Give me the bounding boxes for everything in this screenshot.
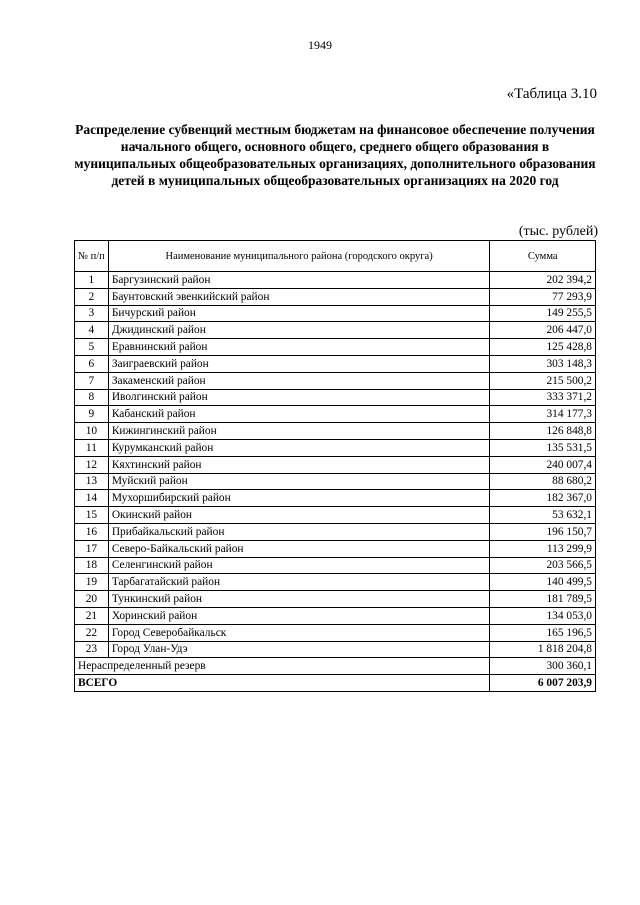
row-sum: 140 499,5 [490, 574, 596, 591]
row-number: 17 [75, 540, 109, 557]
row-sum: 240 007,4 [490, 456, 596, 473]
row-sum: 303 148,3 [490, 355, 596, 372]
row-name: Заиграевский район [108, 355, 490, 372]
header-number: № п/п [75, 241, 109, 272]
row-sum: 165 196,5 [490, 624, 596, 641]
table-row [75, 507, 596, 524]
table-row [75, 288, 596, 305]
units-label: (тыс. рублей) [518, 224, 598, 239]
row-sum: 333 371,2 [490, 389, 596, 406]
table-row [75, 557, 596, 574]
table-row [75, 490, 596, 507]
row-name: Северо-Байкальский район [108, 540, 490, 557]
row-sum: 149 255,5 [490, 305, 596, 322]
subvention-table [74, 240, 596, 692]
row-name: Хоринский район [108, 607, 490, 624]
row-number: 13 [75, 473, 109, 490]
row-number: 3 [75, 305, 109, 322]
row-name: Город Северобайкальск [108, 624, 490, 641]
table-row [75, 305, 596, 322]
document-title: Распределение субвенций местным бюджетам на финансовое обеспечение получения начального общего, основного общего, среднего общего образования в муниципальных общеобразовательных организациях, дополнительного образования детей в муниципальных общеобразовательных организациях на 2020 год [74, 122, 596, 188]
table-row [75, 372, 596, 389]
table-row [75, 641, 596, 658]
table-caption: «Таблица 3.10 [506, 86, 597, 102]
header-name: Наименование муниципального района (городского округа) [108, 241, 490, 272]
row-name: Джидинский район [108, 322, 490, 339]
table-row [75, 389, 596, 406]
row-number: 4 [75, 322, 109, 339]
row-sum: 126 848,8 [490, 423, 596, 440]
table-row [75, 456, 596, 473]
row-number: 8 [75, 389, 109, 406]
total-sum: 6 007 203,9 [490, 675, 596, 692]
table-row [75, 540, 596, 557]
row-name: Баргузинский район [108, 272, 490, 289]
reserve-label: Нераспределенный резерв [75, 658, 490, 675]
row-sum: 206 447,0 [490, 322, 596, 339]
table-body [75, 272, 596, 692]
row-name: Кижингинский район [108, 423, 490, 440]
table-row [75, 272, 596, 289]
row-name: Тарбагатайский район [108, 574, 490, 591]
page-number: 1949 [308, 38, 332, 52]
row-sum: 88 680,2 [490, 473, 596, 490]
row-name: Город Улан-Удэ [108, 641, 490, 658]
row-name: Закаменский район [108, 372, 490, 389]
row-name: Кабанский район [108, 406, 490, 423]
row-name: Окинский район [108, 507, 490, 524]
row-name: Баунтовский эвенкийский район [108, 288, 490, 305]
row-name: Мухоршибирский район [108, 490, 490, 507]
row-name: Курумканский район [108, 439, 490, 456]
row-name: Прибайкальский район [108, 523, 490, 540]
row-name: Бичурский район [108, 305, 490, 322]
row-sum: 1 818 204,8 [490, 641, 596, 658]
row-number: 20 [75, 591, 109, 608]
reserve-sum: 300 360,1 [490, 658, 596, 675]
row-number: 2 [75, 288, 109, 305]
table-row [75, 439, 596, 456]
row-sum: 182 367,0 [490, 490, 596, 507]
table-row [75, 624, 596, 641]
row-sum: 134 053,0 [490, 607, 596, 624]
row-sum: 196 150,7 [490, 523, 596, 540]
table-row [75, 607, 596, 624]
row-sum: 314 177,3 [490, 406, 596, 423]
table-row [75, 406, 596, 423]
row-number: 15 [75, 507, 109, 524]
row-sum: 77 293,9 [490, 288, 596, 305]
table-row [75, 591, 596, 608]
row-number: 9 [75, 406, 109, 423]
row-name: Тункинский район [108, 591, 490, 608]
row-sum: 203 566,5 [490, 557, 596, 574]
row-name: Еравнинский район [108, 339, 490, 356]
table-row [75, 523, 596, 540]
table-row [75, 322, 596, 339]
row-number: 23 [75, 641, 109, 658]
row-sum: 215 500,2 [490, 372, 596, 389]
header-sum: Сумма [490, 241, 596, 272]
row-sum: 125 428,8 [490, 339, 596, 356]
row-number: 14 [75, 490, 109, 507]
row-number: 6 [75, 355, 109, 372]
row-number: 16 [75, 523, 109, 540]
row-number: 12 [75, 456, 109, 473]
reserve-row [75, 658, 596, 675]
row-number: 22 [75, 624, 109, 641]
row-name: Кяхтинский район [108, 456, 490, 473]
row-number: 19 [75, 574, 109, 591]
total-label: ВСЕГО [75, 675, 490, 692]
table-row [75, 355, 596, 372]
total-row [75, 675, 596, 692]
row-sum: 181 789,5 [490, 591, 596, 608]
row-number: 1 [75, 272, 109, 289]
row-number: 7 [75, 372, 109, 389]
row-sum: 53 632,1 [490, 507, 596, 524]
table-header-row [75, 241, 596, 272]
row-sum: 113 299,9 [490, 540, 596, 557]
row-sum: 135 531,5 [490, 439, 596, 456]
table-row [75, 339, 596, 356]
row-number: 11 [75, 439, 109, 456]
row-number: 18 [75, 557, 109, 574]
row-name: Иволгинский район [108, 389, 490, 406]
table-row [75, 574, 596, 591]
row-sum: 202 394,2 [490, 272, 596, 289]
table-row [75, 473, 596, 490]
table-row [75, 423, 596, 440]
row-name: Селенгинский район [108, 557, 490, 574]
row-number: 5 [75, 339, 109, 356]
row-number: 21 [75, 607, 109, 624]
row-name: Муйский район [108, 473, 490, 490]
row-number: 10 [75, 423, 109, 440]
